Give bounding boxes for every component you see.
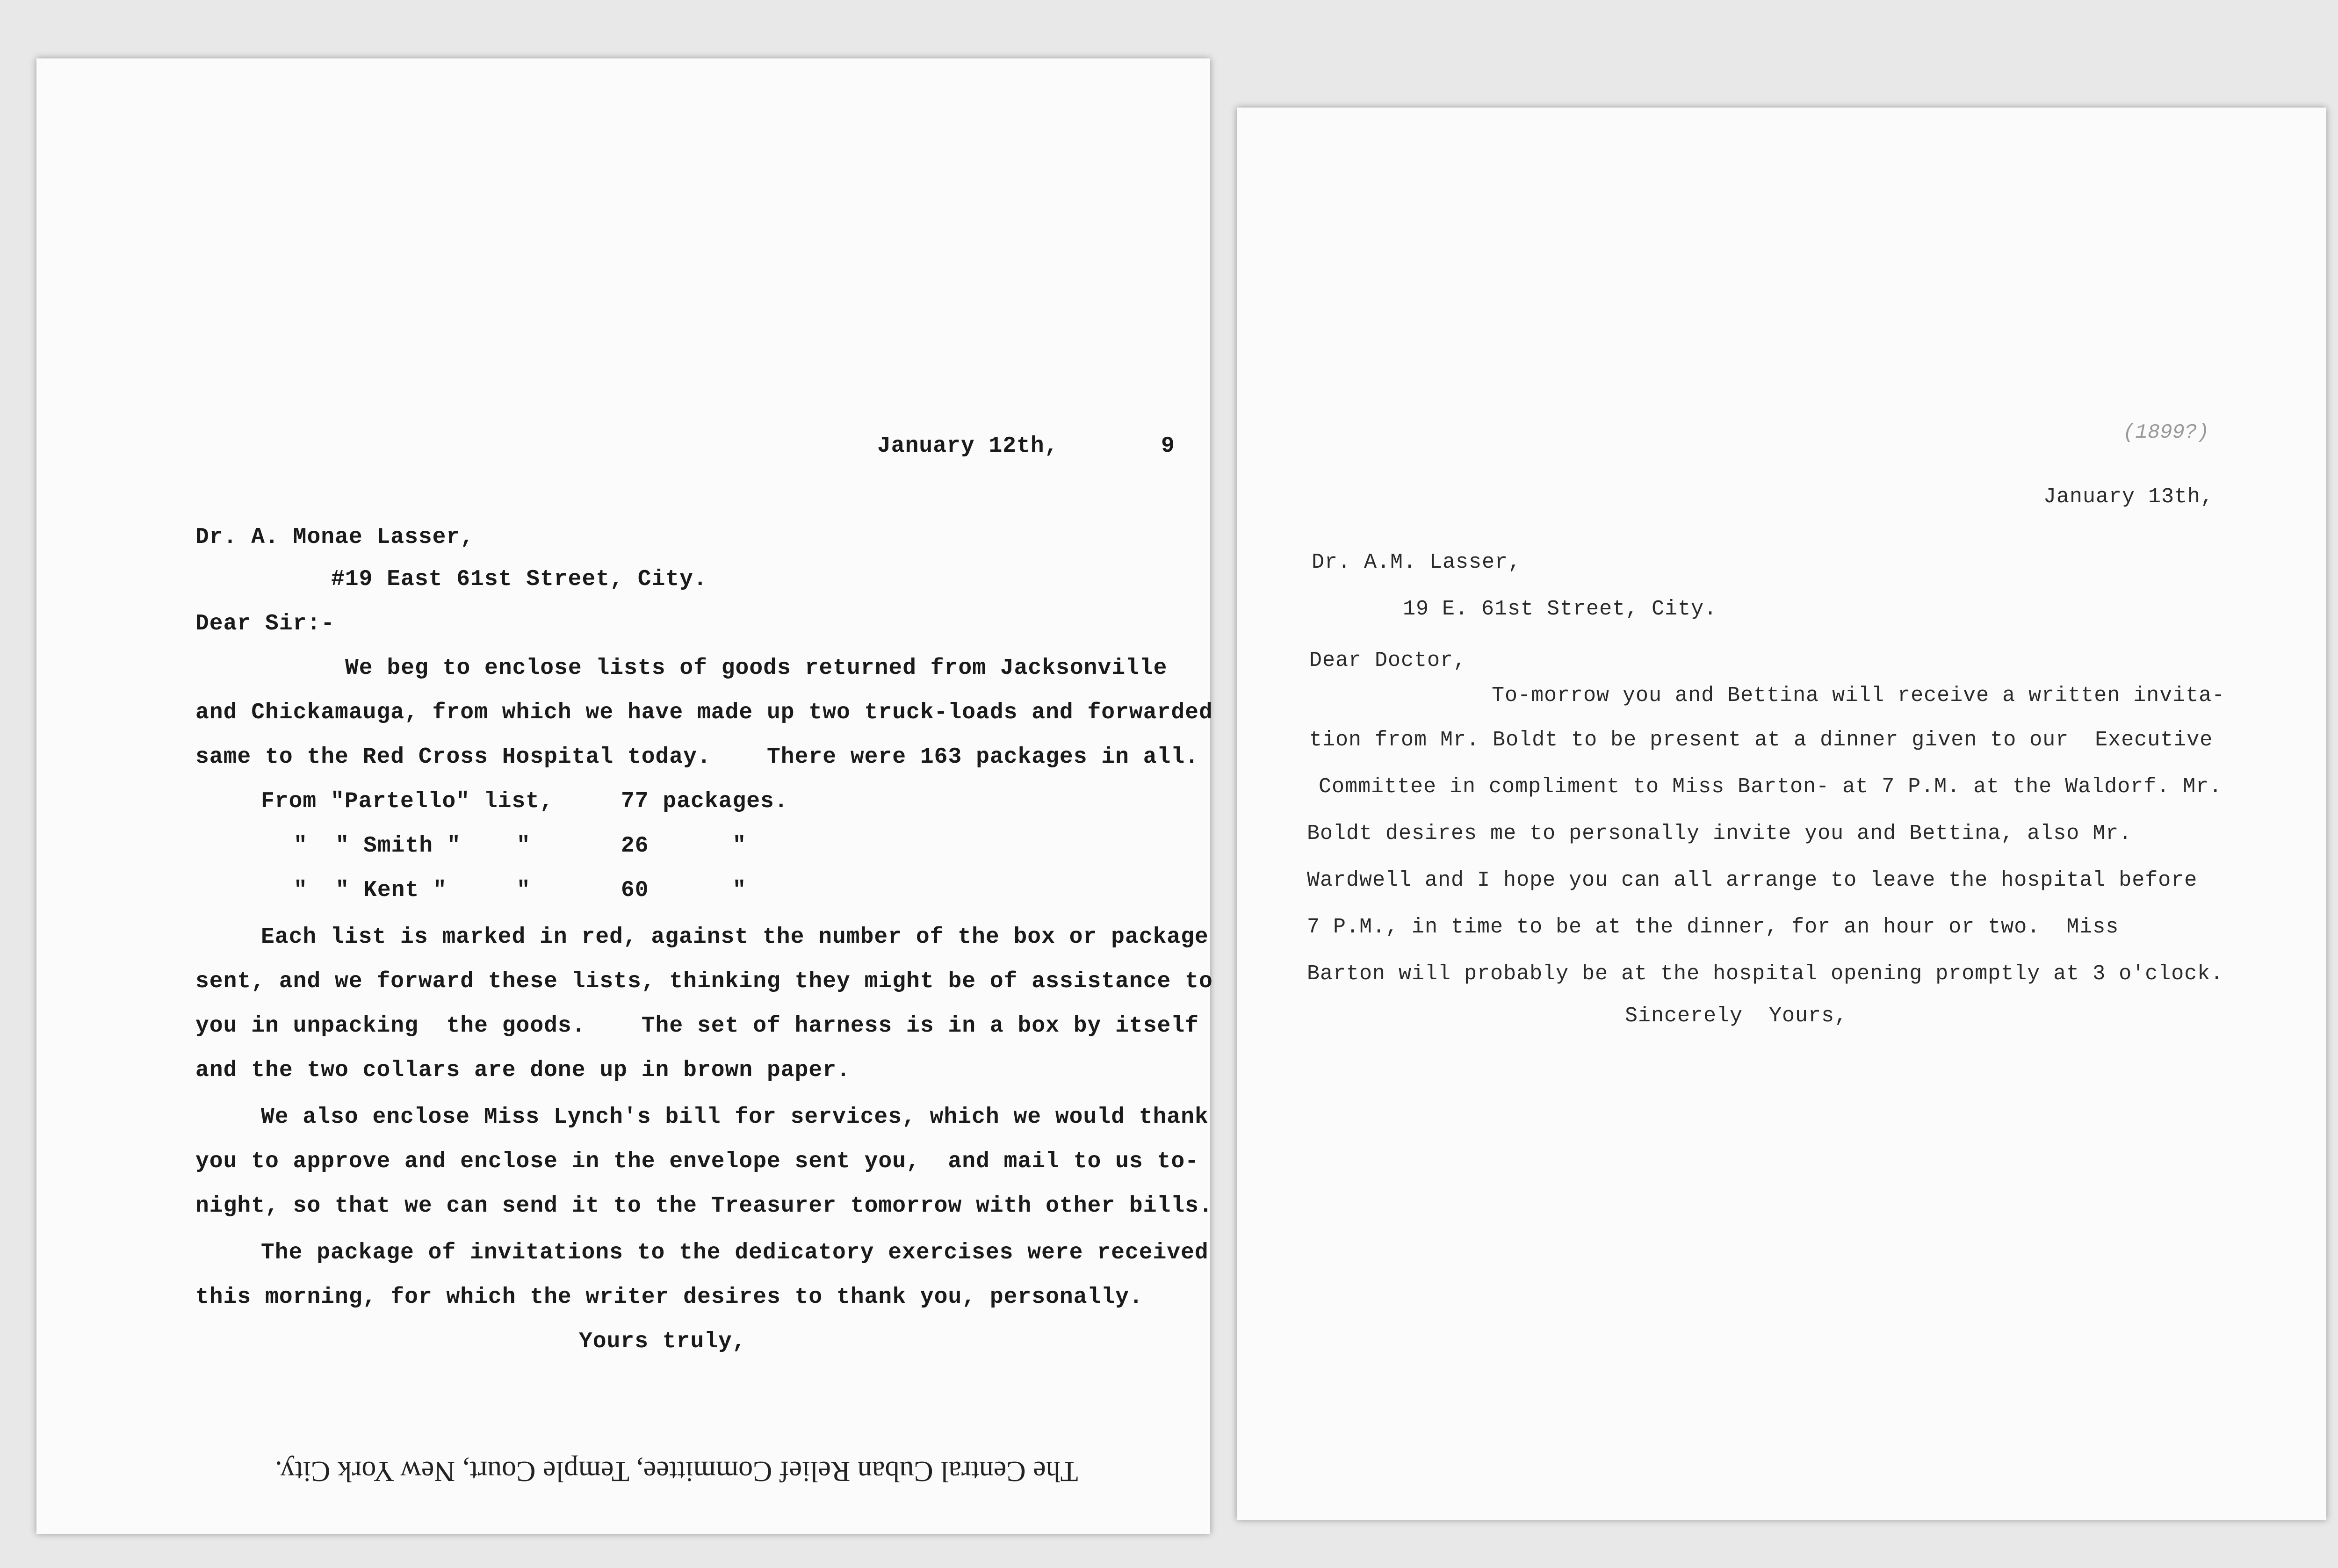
left-letter-page-number: 9 — [1161, 434, 1175, 459]
left-letter-address: #19 East 61st Street, City. — [331, 567, 707, 592]
left-letter-page — [36, 58, 1213, 1534]
right-letter-page — [1237, 108, 2326, 1520]
list-row-from: " " Kent " " — [294, 878, 531, 903]
left-p2-line4: and the two collars are done up in brown paper. — [195, 1058, 851, 1083]
left-letter-salutation: Dear Sir:- — [195, 611, 335, 636]
left-p2-line2: sent, and we forward these lists, thinking they might be of assistance to — [195, 969, 1213, 994]
left-p4-line1: The package of invitations to the dedicatory exercises were received — [261, 1240, 1209, 1265]
left-p1-line3: same to the Red Cross Hospital today. There were 163 packages in all. — [195, 744, 1199, 770]
left-p1-line2: and Chickamauga, from which we have made up two truck-loads and forwarded — [195, 700, 1213, 725]
left-p2-line1: Each list is marked in red, against the number of the box or package — [261, 925, 1209, 950]
left-p3-line2: you to approve and enclose in the envelope sent you, and mail to us to- — [195, 1149, 1199, 1174]
left-letter-addressee: Dr. A. Monae Lasser, — [195, 525, 475, 550]
right-line1: To-morrow you and Bettina will receive a written invita- — [1492, 684, 2225, 708]
list-row-from: From "Partello" list, — [261, 789, 554, 814]
right-letter-address: 19 E. 61st Street, City. — [1403, 597, 1717, 621]
list-row-from: " " Smith " " — [294, 833, 531, 859]
left-p1-line1: We beg to enclose lists of goods returned from Jacksonville — [345, 656, 1168, 681]
right-line7: Barton will probably be at the hospital opening promptly at 3 o'clock. — [1307, 962, 2224, 986]
left-p3-line1: We also enclose Miss Lynch's bill for services, which we would thank — [261, 1105, 1209, 1130]
left-p4-line2: this morning, for which the writer desires to thank you, personally. — [195, 1285, 1143, 1310]
right-line2: tion from Mr. Boldt to be present at a dinner given to our Executive — [1309, 728, 2213, 752]
right-line5: Wardwell and I hope you can all arrange to leave the hospital before — [1307, 868, 2198, 892]
list-row-qty: 77 packages. — [621, 789, 788, 814]
letterhead-footer: The Central Cuban Relief Committee, Temple Court, New York City. — [275, 1455, 1078, 1487]
list-row-qty: 60 " — [621, 878, 747, 903]
right-letter-salutation: Dear Doctor, — [1309, 649, 1467, 672]
right-line4: Boldt desires me to personally invite you and Bettina, also Mr. — [1307, 822, 2132, 845]
left-letter-date: January 12th, — [877, 434, 1059, 459]
right-letter-addressee: Dr. A.M. Lasser, — [1312, 550, 1522, 574]
list-row-qty: 26 " — [621, 833, 747, 859]
right-letter-date: January 13th, — [2043, 485, 2214, 509]
right-line3: Committee in compliment to Miss Barton- at 7 P.M. at the Waldorf. Mr. — [1319, 775, 2223, 799]
right-letter-closing: Sincerely Yours, — [1625, 1004, 1848, 1028]
right-line6: 7 P.M., in time to be at the dinner, for an hour or two. Miss — [1307, 915, 2119, 939]
left-p3-line3: night, so that we can send it to the Treasurer tomorrow with other bills. — [195, 1193, 1213, 1219]
left-letter-closing: Yours truly, — [579, 1329, 746, 1354]
left-p2-line3: you in unpacking the goods. The set of harness is in a box by itself — [195, 1013, 1199, 1039]
archival-notation: (1899?) — [2123, 421, 2209, 444]
